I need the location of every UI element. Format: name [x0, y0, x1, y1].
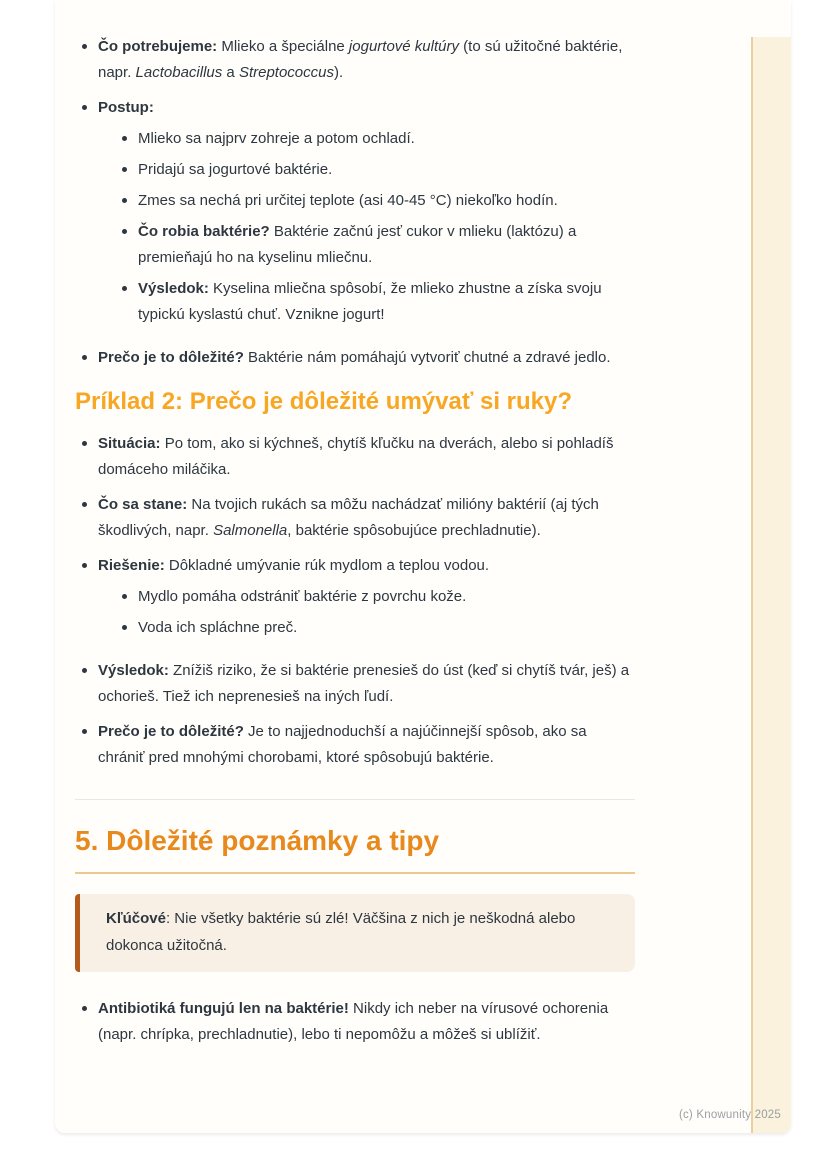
key-note-callout — [75, 894, 635, 972]
list-item — [115, 157, 635, 183]
list-item-text — [98, 435, 613, 478]
yogurt-steps-list — [75, 34, 635, 371]
list-item-text — [138, 192, 558, 209]
text-segment: Baktérie nám pomáhajú vytvoriť chutné a zdravé jedlo. — [243, 349, 611, 366]
list-item-text — [98, 723, 587, 766]
list-item-text — [138, 619, 297, 636]
list-item — [75, 34, 635, 86]
text-segment: Mlieko sa najprv zohreje a potom ochladí. — [138, 130, 415, 147]
bullet-icon — [82, 441, 87, 446]
list-item-text — [138, 161, 332, 178]
text-segment: Nikdy ich neber na vírusové ochorenia (napr. chrípka, prechladnutie), lebo ti nepomôžu a môžeš si ublížiť. — [98, 1000, 609, 1043]
heading-example2: Príklad 2: Prečo je dôležité umývať si ruky? — [75, 388, 573, 415]
list-item — [115, 276, 635, 328]
list-item — [75, 719, 635, 771]
bullet-icon — [122, 167, 127, 172]
text-segment: Je to najjednoduchší a najúčinnejší spôsob, ako sa chrániť pred mnohými chorobami, ktoré spôsobujú baktérie. — [98, 723, 587, 766]
list-item — [75, 658, 635, 710]
content-column — [75, 0, 635, 1048]
document-page — [55, 0, 791, 1133]
list-item — [115, 188, 635, 214]
bullet-icon — [82, 668, 87, 673]
text-segment: Čo robia baktérie? — [138, 223, 270, 240]
text-segment: Situácia: — [98, 435, 161, 452]
bullet-icon — [122, 229, 127, 234]
list-item — [115, 615, 635, 641]
text-segment: Mydlo pomáha odstrániť baktérie z povrchu kože. — [138, 588, 467, 605]
text-segment: jogurtové kultúry — [348, 38, 459, 55]
text-segment: Antibiotiká fungujú len na baktérie! — [98, 1000, 349, 1017]
text-segment: Streptococcus — [238, 64, 334, 81]
text-segment: : Nie všetky baktérie sú zlé! Väčšina z nich je neškodná alebo dokonca užitočná. — [106, 910, 576, 954]
list-item-text — [98, 38, 622, 81]
list-item — [115, 126, 635, 152]
watermark: (c) Knowunity 2025 — [678, 1109, 781, 1121]
list-item-text — [138, 130, 415, 147]
list-item — [75, 345, 635, 371]
text-segment: Znížiš riziko, že si baktérie prenesieš do úst (keď si chytíš tvár, ješ) a ochorieš. Tiež ich neprenesieš na iných ľudí. — [98, 662, 630, 705]
list-item — [115, 219, 635, 271]
text-segment: Čo sa stane: — [98, 496, 188, 513]
text-segment: Kľúčové — [106, 910, 166, 927]
text-segment: Postup: — [98, 99, 154, 116]
text-segment: (to sú užitočné baktérie, napr. — [98, 38, 623, 81]
page-edge-strip — [751, 37, 791, 1133]
text-segment: Výsledok: — [98, 662, 169, 679]
list-item — [75, 553, 635, 579]
list-item-text — [138, 588, 466, 605]
bullet-icon — [82, 1006, 87, 1011]
text-segment: Voda ich spláchne preč. — [138, 619, 298, 636]
text-segment: Pridajú sa jogurtové baktérie. — [138, 161, 333, 178]
text-segment: Zmes sa nechá pri určitej teplote (asi 40-45 °C) niekoľko hodín. — [138, 192, 558, 209]
text-segment: Riešenie: — [98, 557, 165, 574]
handwashing-list — [75, 431, 635, 771]
bullet-icon — [82, 44, 87, 49]
list-item-text — [138, 223, 576, 266]
bullet-icon — [82, 729, 87, 734]
bullet-icon — [122, 136, 127, 141]
text-segment: Lactobacillus — [135, 64, 223, 81]
text-segment: Prečo je to dôležité? — [98, 723, 244, 740]
list-item-text — [98, 496, 599, 539]
list-item — [115, 584, 635, 610]
text-segment: Kyselina mliečna spôsobí, že mlieko zhustne a získa svoju typickú kyslastú chuť. Vznikne jogurt! — [138, 280, 602, 323]
list-item-text — [98, 349, 611, 366]
text-segment: a — [222, 64, 239, 81]
list-item — [75, 996, 635, 1048]
list-item-text — [98, 557, 489, 574]
notes-list — [75, 996, 635, 1048]
text-segment: Prečo je to dôležité? — [98, 349, 244, 366]
bullet-icon — [82, 502, 87, 507]
text-segment: Na tvojich rukách sa môžu nachádzať milióny baktérií (aj tých škodlivých, napr. — [98, 496, 599, 539]
list-item-text — [138, 280, 602, 323]
bullet-icon — [122, 286, 127, 291]
text-segment: Po tom, ako si kýchneš, chytíš kľučku na dverách, alebo si pohladíš domáceho miláčika. — [98, 435, 614, 478]
text-segment: Salmonella — [213, 522, 288, 539]
text-segment: Dôkladné umývanie rúk mydlom a teplou vodou. — [164, 557, 490, 574]
list-item — [75, 431, 635, 483]
bullet-icon — [122, 625, 127, 630]
bullet-icon — [82, 105, 87, 110]
text-segment: Baktérie začnú jesť cukor v mlieku (laktózu) a premieňajú ho na kyselinu mliečnu. — [138, 223, 577, 266]
bullet-icon — [82, 563, 87, 568]
list-item — [75, 95, 635, 121]
list-item-text — [98, 662, 629, 705]
text-segment: Výsledok: — [138, 280, 209, 297]
list-item-text — [98, 1000, 608, 1043]
list-item — [75, 492, 635, 544]
text-segment: ). — [333, 64, 344, 81]
text-segment: Čo potrebujeme: — [98, 38, 218, 55]
list-item-text — [98, 99, 154, 116]
bullet-icon — [122, 594, 127, 599]
text-segment: , baktérie spôsobujúce prechladnutie). — [287, 522, 541, 539]
section-divider — [75, 799, 635, 800]
bullet-icon — [82, 355, 87, 360]
text-segment: Mlieko a špeciálne — [217, 38, 349, 55]
bullet-icon — [122, 198, 127, 203]
heading-section5: 5. Dôležité poznámky a tipy — [75, 824, 635, 874]
